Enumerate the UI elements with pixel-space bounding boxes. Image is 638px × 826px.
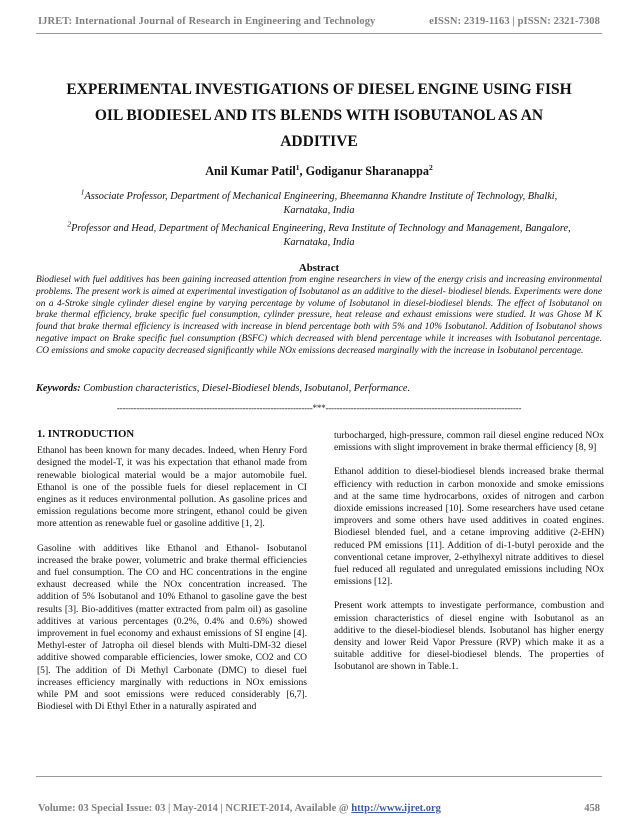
affiliation — [36, 187, 602, 217]
keywords-label: Keywords: — [36, 383, 81, 394]
author-sup: 1 — [295, 162, 300, 172]
header-rule — [36, 33, 602, 34]
right-column — [334, 430, 604, 686]
left-column — [37, 428, 307, 725]
keywords — [36, 383, 602, 394]
body-paragraph: Ethanol has been known for many decades. Indeed, when Henry Ford designed the model-T, it was his expectation that ethanol made from renewable biological material would be a major automobile fuel. Ethanol is one of the possible fuels for diesel replacement in CI engines as it reduces environmental pollution. As gasoline prices and emission regulations become more stringent, ethanol could be given more attention as renewable fuel or gasoline additive [1, 2]. — [37, 445, 307, 530]
affiliation-line: Karnataka, India — [283, 204, 355, 216]
affiliation-sup: 1 — [80, 187, 85, 197]
footer-citation: Volume: 03 Special Issue: 03 | May-2014 | NCRIET-2014, Available @ — [38, 803, 352, 814]
author-sup: 2 — [429, 162, 433, 172]
issn: eISSN: 2319-1163 | pISSN: 2321-7308 — [429, 16, 600, 27]
body-paragraph: turbocharged, high-pressure, common rail diesel engine reduced NOx emissions with slight improvement in brake thermal efficiency [8, 9] — [334, 430, 604, 454]
author-list — [0, 164, 638, 179]
abstract-text: Biodiesel with fuel additives has been gaining increased attention from engine researchers in view of the energy crisis and increasing environmental problems. The present work is aimed at experimental investigation of Isobutanol as an additive to the diesel- biodiesel blends. Experiments were done on a 4-Stroke single cylinder diesel engine by varying percentage by volume of Isobutanol in diesel-biodiesel blends. The effect of Isobutanol on brake thermal efficiency, brake specific fuel consumption, cylinder pressure, heat release and exhaust emissions were studied. It was Ghose M K found that brake thermal efficiency is increased with increase in blend percentage both with 5% and 10% Isobutanol. Addition of Isobutanol shows negative impact on Brake specific fuel consumption (BSFC) which decreased with blend percentage while it increases with Isobutanol percentage. CO emissions and smoke capacity decreased significantly while NOx emissions decreased marginally with the increase in Isobutanol percentage. — [36, 275, 602, 356]
keywords-text: Combustion characteristics, Diesel-Biodiesel blends, Isobutanol, Performance. — [80, 383, 411, 394]
affiliation-line: Associate Professor, Department of Mechanical Engineering, Bheemanna Khandre Institute of Technology, Bhalki, — [84, 191, 558, 202]
page-number: 458 — [584, 803, 600, 814]
running-footer — [38, 803, 600, 814]
abstract-heading: Abstract — [298, 262, 340, 274]
footer-rule — [36, 776, 602, 777]
author-name: Anil Kumar Patil — [205, 164, 296, 178]
affiliation-line: Professor and Head, Department of Mechanical Engineering, Reva Institute of Technology and Management, Bangalore, — [71, 223, 571, 234]
body-paragraph: Present work attempts to investigate performance, combustion and emission characteristics of diesel engine with Isobutanol as an additive to the diesel-biodiesel blends. Isobutanol has higher energy density and lower Reid Vapor Pressure (RVP) which make it as a suitable additive for diesel-biodiesel blends. The properties of Isobutanol are shown in Table.1. — [334, 600, 604, 673]
body-paragraph: Gasoline with additives like Ethanol and Ethanol- Isobutanol increased the brake power, volumetric and brake thermal efficiencies and fuel consumption. The CO and HC concentrations in the engine exhaust decreased while the NOx concentration increased. The addition of 5% Isobutanol and 10% Ethanol to gasoline gave the best results [3]. Bio-additives (matter extracted from palm oil) as gasoline additives at various percentages (0.2%, 0.4% and 0.6%) showed improvement in fuel economy and exhaust emissions of SI engine [4]. Methyl-ester of Jatropha oil diesel blends with Multi-DM-32 diesel additive showed comparable efficiencies, lower smoke, CO2 and CO [5]. The addition of Di Methyl Carbonate (DMC) to diesel fuel increases efficiency marginally with reductions in NOx emissions while PM and soot emissions were reduced considerably [6,7]. Biodiesel with Di Ethyl Ether in a naturally aspirated and — [37, 542, 307, 713]
title-line: EXPERIMENTAL INVESTIGATIONS OF DIESEL ENGINE USING FISH — [66, 81, 572, 98]
affiliation-line: Karnataka, India — [283, 236, 355, 248]
body-paragraph: Ethanol addition to diesel-biodiesel blends increased brake thermal efficiency with reduction in carbon monoxide and smoke emissions and at the same time hydrocarbons, oxides of nitrogen and carbon dioxide emissions increased [10]. Some researchers have used cetane improvers and some others have used additives in coated engines. Biodiesel blended fuel, and a cetane improving additive (2-EHN) reduced PM emissions [11]. Addition of di-1-butyl peroxide and the conventional cetane improver, 2-ethylhexyl nitrate additives to diesel fuel reduced all regulated and unregulated emissions including NOx emissions [12]. — [334, 466, 604, 588]
author-separator: , — [299, 164, 306, 178]
section-divider: ----------------------------------------------------------------------***---------------------------------------------------------------------- — [116, 403, 522, 413]
paper-title — [30, 77, 608, 155]
author-name: Godiganur Sharanappa — [305, 164, 429, 178]
section-heading: 1. INTRODUCTION — [37, 428, 135, 440]
title-line: ADDITIVE — [280, 133, 358, 150]
affiliation-sup: 2 — [67, 219, 72, 229]
journal-name: IJRET: International Journal of Research in Engineering and Technology — [38, 16, 376, 27]
title-line: OIL BIODIESEL AND ITS BLENDS WITH ISOBUTANOL AS AN — [94, 107, 544, 124]
running-header — [38, 16, 600, 27]
journal-link[interactable]: http://www.ijret.org — [351, 803, 441, 814]
affiliation — [36, 219, 602, 249]
